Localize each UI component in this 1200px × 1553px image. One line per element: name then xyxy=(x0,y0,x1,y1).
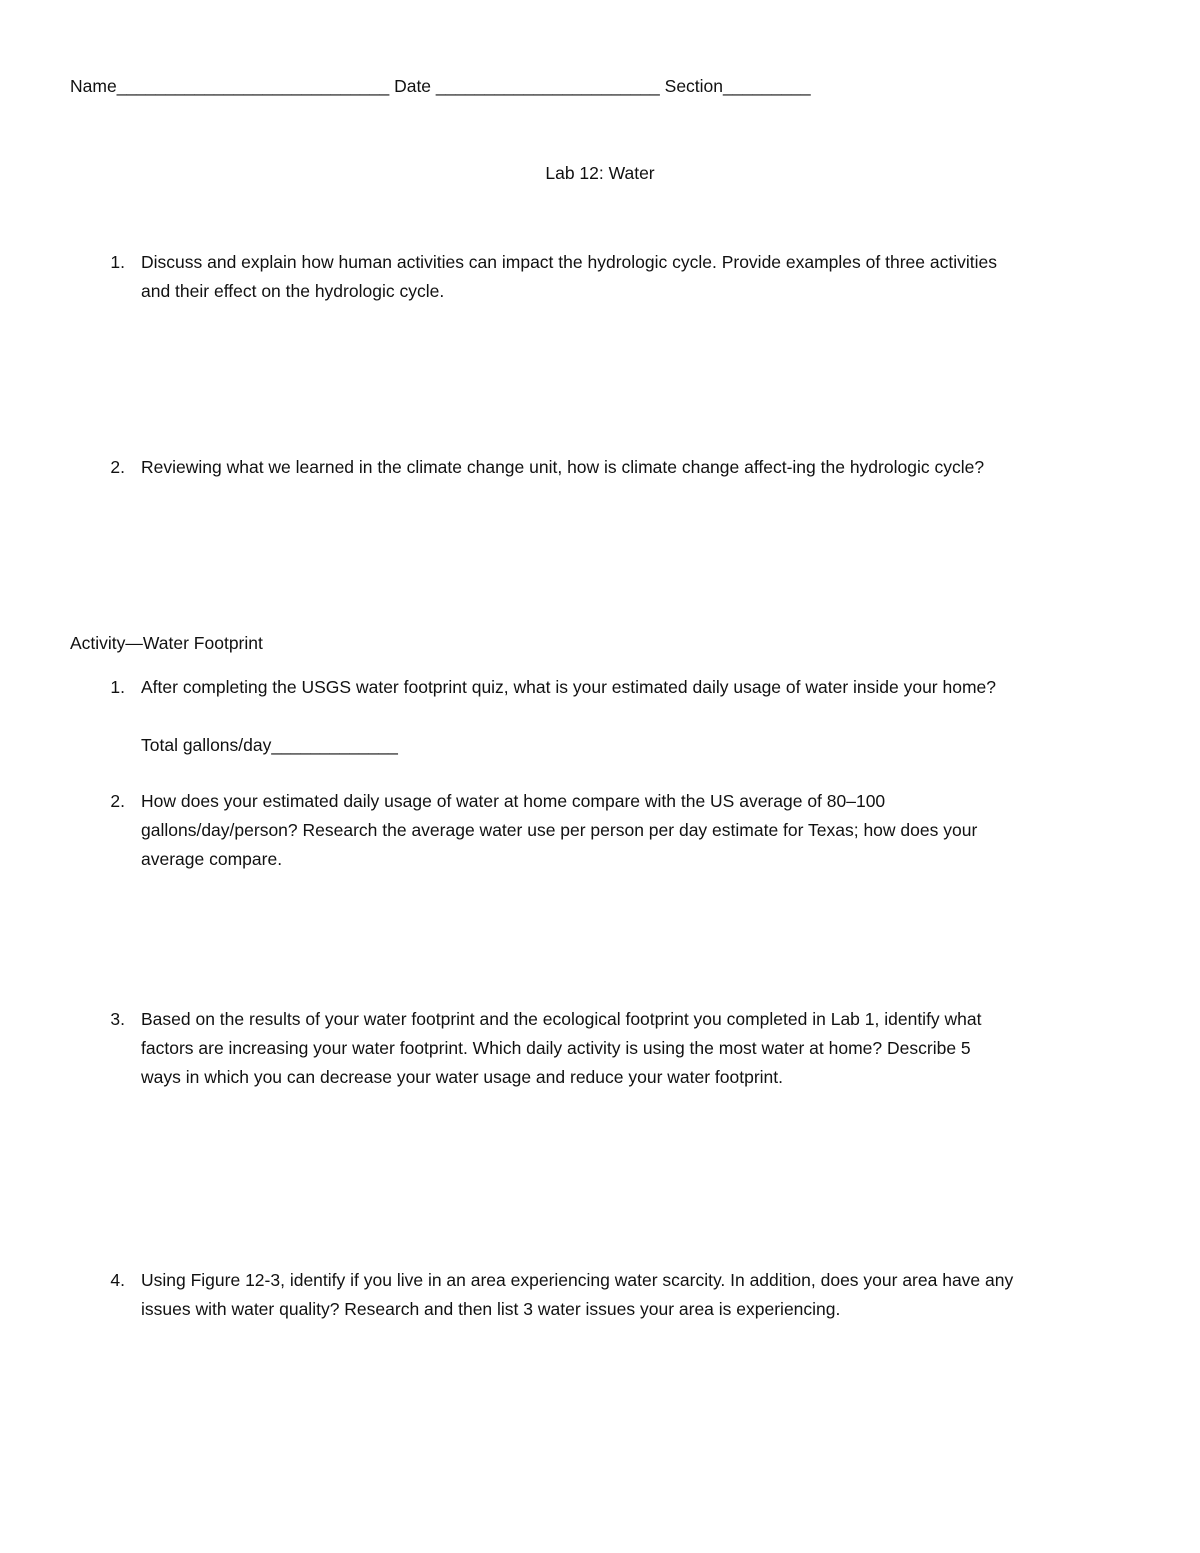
question-text xyxy=(141,1266,1141,1324)
question-number: 4. xyxy=(110,1270,125,1290)
total-gallons-field[interactable]: _____________ xyxy=(271,735,398,755)
question-text xyxy=(141,787,1141,874)
question-line: Discuss and explain how human activities can impact the hydrologic cycle. Provide examples of three activities xyxy=(141,252,997,272)
question-line: factors are increasing your water footprint. Which daily activity is using the most water at home? Describe 5 xyxy=(141,1038,971,1058)
name-label: Name xyxy=(70,76,117,96)
question-number: 1. xyxy=(110,252,125,272)
question-line: and their effect on the hydrologic cycle. xyxy=(141,281,445,301)
total-gallons-answer xyxy=(141,731,398,760)
question-number: 2. xyxy=(110,791,125,811)
question-line: After completing the USGS water footprint quiz, what is your estimated daily usage of water inside your home? xyxy=(141,677,997,697)
question-text xyxy=(141,1005,1141,1092)
question-text xyxy=(141,248,1141,306)
section-label: Section xyxy=(664,76,724,96)
question-line: average compare. xyxy=(141,849,283,869)
question-number: 3. xyxy=(110,1009,125,1029)
header-fields xyxy=(70,72,811,101)
question-text xyxy=(141,453,1141,482)
question-line: Reviewing what we learned in the climate change unit, how is climate change affect-ing the hydrologic cycle? xyxy=(141,457,985,477)
question-text xyxy=(141,673,1141,702)
page-title: Lab 12: Water xyxy=(545,163,655,183)
total-gallons-label: Total gallons/day xyxy=(141,735,272,755)
question-line: How does your estimated daily usage of water at home compare with the US average of 80–100 xyxy=(141,791,886,811)
question-line: ways in which you can decrease your water usage and reduce your water footprint. xyxy=(141,1067,784,1087)
date-label: Date xyxy=(394,76,432,96)
question-line: Based on the results of your water footprint and the ecological footprint you completed in Lab 1, identify what xyxy=(141,1009,982,1029)
question-number: 2. xyxy=(110,457,125,477)
name-field[interactable]: ____________________________ xyxy=(116,76,390,96)
date-field[interactable]: _______________________ xyxy=(435,76,660,96)
section-field[interactable]: _________ xyxy=(723,76,811,96)
question-line: gallons/day/person? Research the average water use per person per day estimate for Texas; how does your xyxy=(141,820,978,840)
question-line: Using Figure 12-3, identify if you live in an area experiencing water scarcity. In addition, does your area have any xyxy=(141,1270,1014,1290)
question-number: 1. xyxy=(110,677,125,697)
activity-heading: Activity—Water Footprint xyxy=(70,633,263,653)
question-line: issues with water quality? Research and then list 3 water issues your area is experiencing. xyxy=(141,1299,841,1319)
